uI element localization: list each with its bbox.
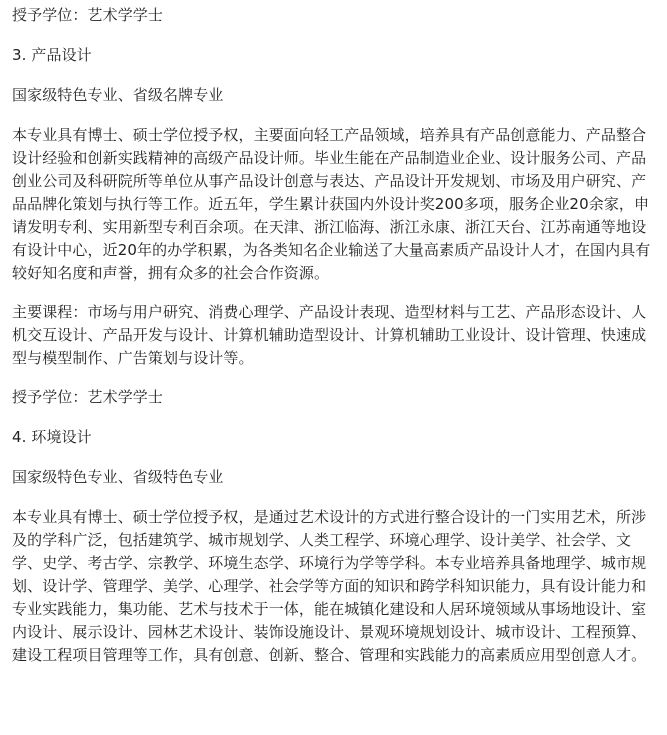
degree-line-product-design: 授予学位：艺术学学士 [12, 388, 164, 406]
section-courses-product-design: 主要课程：市场与用户研究、消费心理学、产品设计表现、造型材料与工艺、产品形态设计、人机交互设计、产品开发与设计、计算机辅助造型设计、计算机辅助工业设计、设计管理、快速成型与模型制作、广告策划与设计等。 [12, 303, 647, 367]
section-heading-environment-design: 4. 环境设计 [12, 428, 92, 446]
degree-line: 授予学位：艺术学学士 [12, 6, 164, 24]
section-description-product-design: 本专业具有博士、硕士学位授予权，主要面向轻工产品领域，培养具有产品创意能力、产品整合设计经验和创新实践精神的高级产品设计师。毕业生能在产品制造业企业、设计服务公司、产品创业公司及科研院所等单位从事产品设计创意与表达、产品设计开发规划、市场及用户研究、产品品牌化策划与执行等工作。近五年，学生累计获国内外设计奖200多项，服务企业20余家，申请发明专利、实用新型专利百余项。在天津、浙江临海、浙江永康、浙江天台、江苏南通等地设有设计中心，近20年的办学积累，为各类知名企业输送了大量高素质产品设计人才，在国内具有较好知名度和声誉，拥有众多的社会合作资源。 [12, 126, 651, 282]
section-heading-product-design: 3. 产品设计 [12, 46, 92, 64]
section-tags-product-design: 国家级特色专业、省级名牌专业 [12, 86, 224, 104]
section-description-environment-design: 本专业具有博士、硕士学位授予权，是通过艺术设计的方式进行整合设计的一门实用艺术，所涉及的学科广泛，包括建筑学、城市规划学、人类工程学、环境心理学、设计美学、社会学、文学、史学、考古学、宗教学、环境生态学、环境行为学等学科。本专业培养具备地理学、城市规划、设计学、管理学、美学、心理学、社会学等方面的知识和跨学科知识能力，具有设计能力和专业实践能力，集功能、艺术与技术于一体，能在城镇化建设和人居环境领域从事场地设计、室内设计、展示设计、园林艺术设计、装饰设施设计、景观环境规划设计、城市设计、工程预算、建设工程项目管理等工作，具有创意、创新、整合、管理和实践能力的高素质应用型创意人才。 [12, 508, 647, 664]
section-tags-environment-design: 国家级特色专业、省级特色专业 [12, 468, 224, 486]
